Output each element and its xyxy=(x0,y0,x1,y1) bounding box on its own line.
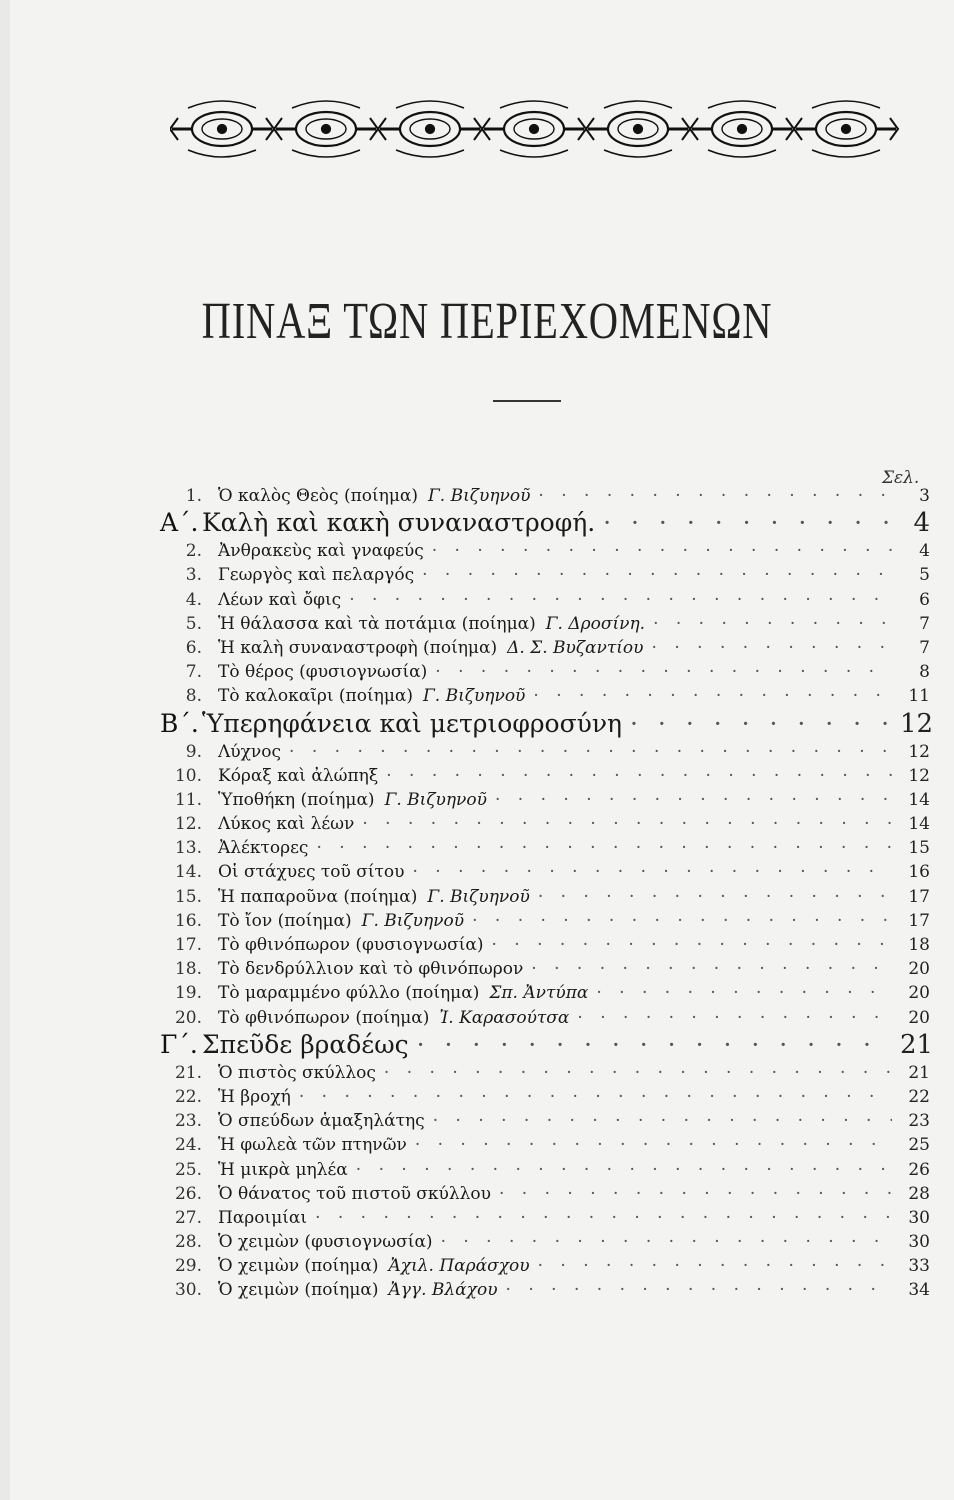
toc-entry xyxy=(160,1006,930,1030)
toc-leader-dots xyxy=(506,1278,892,1302)
toc-entry-number: 14. xyxy=(174,862,202,883)
toc-entry-number: Β΄. xyxy=(160,708,199,738)
toc-entry-author: Ἀγγ. Βλάχου xyxy=(388,1280,498,1301)
toc-entry xyxy=(160,612,930,636)
toc-entry-title: Τὸ καλοκαῖρι (ποίημα) xyxy=(218,686,413,707)
toc-entry-page: 12 xyxy=(900,708,934,739)
toc-entry-title: Λέων καὶ ὄφις xyxy=(218,589,342,610)
title-divider xyxy=(493,400,561,402)
toc-entry xyxy=(160,539,930,563)
toc-entry xyxy=(160,812,930,836)
toc-entry-number: 21. xyxy=(174,1062,202,1083)
toc-entry-number: 18. xyxy=(174,959,202,980)
toc-entry-title: Ὁ χειμὼν (φυσιογνωσία) xyxy=(218,1232,433,1253)
toc-entry-number: 9. xyxy=(185,741,202,762)
toc-entry-page: 21 xyxy=(900,1029,934,1060)
toc-entry-number: 20. xyxy=(174,1007,202,1028)
toc-entry xyxy=(160,740,930,764)
toc-leader-dots xyxy=(356,1158,892,1182)
toc-entry-page: 12 xyxy=(908,765,930,786)
toc-entry-page: 25 xyxy=(908,1135,930,1156)
toc-entry xyxy=(160,909,930,933)
toc-entry-number: 7. xyxy=(185,662,202,683)
toc-entry xyxy=(160,1133,930,1157)
toc-entry-author: Γ. Δροσίνη. xyxy=(545,613,646,634)
toc-entry xyxy=(160,981,930,1005)
toc-leader-dots xyxy=(386,764,892,788)
toc-entry-number: 16. xyxy=(174,910,202,931)
toc-entry-number: 25. xyxy=(174,1159,202,1180)
toc-leader-dots xyxy=(315,1206,892,1230)
toc-leader-dots xyxy=(433,1109,892,1133)
toc-entry-number: 29. xyxy=(174,1256,202,1277)
toc-entry-number: 22. xyxy=(174,1086,202,1107)
page-title: ΠΙΝΑΞ ΤΩΝ ΠΕΡΙΕΧΟΜΕΝΩΝ xyxy=(201,293,773,350)
toc-entry-author: Γ. Βιζυηνοῦ xyxy=(384,789,487,810)
toc-entry-title: Σπεῦδε βραδέως xyxy=(202,1029,409,1059)
decorative-border-ornament xyxy=(170,96,910,162)
toc-entry-page: 11 xyxy=(908,686,930,707)
toc-entry-title: Ἡ καλὴ συναναστροφὴ (ποίημα) xyxy=(218,637,498,658)
toc-entry-title: Τὸ μαραμμένο φύλλο (ποίημα) xyxy=(218,983,480,1004)
toc-leader-dots xyxy=(630,709,892,739)
toc-entry-page: 20 xyxy=(908,983,930,1004)
toc-entry-page: 30 xyxy=(908,1207,930,1228)
toc-entry-page: 15 xyxy=(908,838,930,859)
toc-entry-number: 6. xyxy=(185,637,202,658)
toc-entry-number: 8. xyxy=(185,686,202,707)
toc-entry-title: Οἱ στάχυες τοῦ σίτου xyxy=(218,862,405,883)
toc-entry-title: Λύκος καὶ λέων xyxy=(218,814,355,835)
toc-leader-dots xyxy=(349,588,892,612)
toc-leader-dots xyxy=(384,1061,892,1085)
toc-entry-number: 2. xyxy=(185,541,202,562)
toc-entry-number: Γ΄. xyxy=(160,1029,198,1059)
toc-entry-page: 16 xyxy=(908,862,930,883)
toc-entry-page: 20 xyxy=(908,959,930,980)
toc-entry-page: 18 xyxy=(908,935,930,955)
toc-entry xyxy=(160,1085,930,1109)
toc-entry-author: Δ. Σ. Βυζαντίου xyxy=(507,637,644,658)
toc-leader-dots xyxy=(299,1085,892,1109)
toc-entry-title: Κόραξ καὶ ἀλώπηξ xyxy=(218,765,379,786)
toc-entry-number: 17. xyxy=(174,935,202,955)
table-of-contents xyxy=(160,484,934,1303)
toc-leader-dots xyxy=(435,660,892,684)
toc-entry-title: Ἀλέκτορες xyxy=(218,838,309,859)
toc-entry-title: Ἡ μικρὰ μηλέα xyxy=(218,1159,348,1180)
toc-entry-title: Τὸ φθινόπωρον (ποίημα) xyxy=(218,1007,430,1028)
toc-entry-author: Γ. Βιζυηνοῦ xyxy=(427,886,530,907)
toc-entry xyxy=(160,1230,930,1254)
toc-entry-page: 3 xyxy=(919,486,930,506)
toc-entry xyxy=(160,660,930,684)
toc-entry-author: Γ. Βιζυηνοῦ xyxy=(361,910,465,931)
toc-entry-number: 11. xyxy=(174,789,202,810)
toc-entry-title: Καλὴ καὶ κακὴ συναναστροφή. xyxy=(202,508,596,538)
toc-leader-dots xyxy=(415,1133,892,1157)
page-column-label: Σελ. xyxy=(882,468,920,488)
toc-entry-page: 4 xyxy=(919,541,930,562)
toc-entry-page: 26 xyxy=(908,1159,930,1180)
toc-entry-page: 20 xyxy=(908,1007,930,1028)
toc-entry-number: 26. xyxy=(174,1183,202,1204)
toc-entry xyxy=(160,1278,930,1302)
toc-leader-dots xyxy=(495,788,892,812)
toc-entry-author: Σπ. Ἀντύπα xyxy=(489,983,589,1004)
toc-entry-number: 3. xyxy=(185,565,202,586)
toc-entry-page: 22 xyxy=(908,1086,930,1107)
toc-entry-number: 30. xyxy=(174,1280,202,1301)
toc-entry-title: Λύχνος xyxy=(218,741,282,762)
toc-leader-dots xyxy=(603,508,892,538)
toc-entry-title: Γεωργὸς καὶ πελαργός xyxy=(218,565,415,586)
toc-entry-title: Παροιμίαι xyxy=(218,1207,308,1228)
toc-entry xyxy=(160,860,930,884)
toc-entry-title: Ἡ βροχή xyxy=(218,1086,291,1107)
toc-entry-number: 15. xyxy=(174,886,202,907)
toc-entry xyxy=(160,1254,930,1278)
toc-entry-number: 27. xyxy=(174,1207,202,1228)
toc-leader-dots xyxy=(491,933,892,957)
toc-entry xyxy=(160,1182,930,1206)
toc-entry xyxy=(160,764,930,788)
toc-entry-author: Γ. Βιζυηνοῦ xyxy=(422,686,526,707)
toc-entry-title: Ὁ σπεύδων ἁμαξηλάτης xyxy=(218,1111,425,1132)
toc-leader-dots xyxy=(531,957,892,981)
toc-leader-dots xyxy=(289,740,892,764)
toc-entry xyxy=(160,957,930,981)
toc-entry-page: 14 xyxy=(908,789,930,810)
toc-entry-number: 13. xyxy=(174,838,202,859)
toc-entry xyxy=(160,1206,930,1230)
toc-entry-page: 4 xyxy=(913,508,930,539)
toc-leader-dots xyxy=(538,1254,892,1278)
toc-entry-number: 5. xyxy=(185,613,202,634)
toc-entry-title: Ὁ πιστὸς σκύλλος xyxy=(218,1062,376,1083)
toc-entry-page: 33 xyxy=(908,1256,930,1277)
toc-entry-page: 14 xyxy=(908,814,930,835)
toc-entry-title: Τὸ θέρος (φυσιογνωσία) xyxy=(218,662,428,683)
toc-entry-title: Τὸ δενδρύλλιον καὶ τὸ φθινόπωρον xyxy=(218,959,524,980)
toc-entry-author: Ἰ. Καρασούτσα xyxy=(439,1007,570,1028)
toc-entry xyxy=(160,1061,930,1085)
toc-entry-page: 8 xyxy=(919,662,930,683)
toc-entry-author: Γ. Βιζυηνοῦ xyxy=(428,486,531,506)
toc-leader-dots xyxy=(577,1006,892,1030)
toc-leader-dots xyxy=(472,909,892,933)
toc-entry xyxy=(160,636,930,660)
toc-leader-dots xyxy=(441,1230,892,1254)
toc-entry-title: Ὁ χειμὼν (ποίημα) xyxy=(218,1280,379,1301)
toc-entry xyxy=(160,1158,930,1182)
toc-leader-dots xyxy=(413,860,893,884)
toc-section-heading xyxy=(160,1029,934,1061)
toc-entry-title: Ὑπερηφάνεια καὶ μετριοφροσύνη xyxy=(202,708,623,738)
toc-entry-page: 12 xyxy=(908,741,930,762)
toc-entry-number: 24. xyxy=(174,1135,202,1156)
toc-entry-page: 21 xyxy=(908,1062,930,1083)
toc-entry-page: 7 xyxy=(919,613,930,634)
toc-entry xyxy=(160,885,930,909)
toc-section-heading xyxy=(160,708,934,740)
toc-entry-title: Ὁ θάνατος τοῦ πιστοῦ σκύλλου xyxy=(218,1183,491,1204)
toc-entry-page: 6 xyxy=(919,589,930,610)
toc-entry-number: 10. xyxy=(174,765,202,786)
toc-entry-page: 28 xyxy=(908,1183,930,1204)
toc-leader-dots xyxy=(422,563,892,587)
toc-leader-dots xyxy=(596,981,892,1005)
toc-entry-title: Ὑποθήκη (ποίημα) xyxy=(218,789,375,810)
toc-entry-page: 34 xyxy=(908,1280,930,1301)
toc-entry-title: Ὁ καλὸς Θεὸς (ποίημα) xyxy=(218,486,419,506)
toc-entry-number: 4. xyxy=(185,589,202,610)
toc-entry xyxy=(160,684,930,708)
toc-entry xyxy=(160,484,930,508)
toc-entry-number: 28. xyxy=(174,1232,202,1253)
toc-leader-dots xyxy=(538,885,892,909)
toc-leader-dots xyxy=(316,836,892,860)
toc-entry-number: Α΄. xyxy=(160,508,199,538)
toc-entry-number: 1. xyxy=(185,486,202,506)
toc-entry xyxy=(160,563,930,587)
toc-leader-dots xyxy=(432,539,892,563)
toc-entry-title: Τὸ ἴον (ποίημα) xyxy=(218,910,352,931)
toc-entry-page: 5 xyxy=(919,565,930,586)
toc-entry xyxy=(160,933,930,957)
toc-entry-number: 12. xyxy=(174,814,202,835)
toc-entry-title: Ὁ χειμὼν (ποίημα) xyxy=(218,1256,379,1277)
toc-entry-page: 23 xyxy=(908,1111,930,1132)
toc-section-heading xyxy=(160,508,930,539)
toc-leader-dots xyxy=(533,684,892,708)
toc-entry-page: 30 xyxy=(908,1232,930,1253)
toc-entry xyxy=(160,788,930,812)
toc-entry-title: Ἀνθρακεὺς καὶ γναφεύς xyxy=(218,541,424,562)
toc-leader-dots xyxy=(652,636,892,660)
toc-entry xyxy=(160,588,930,612)
toc-leader-dots xyxy=(538,484,892,508)
toc-entry-author: Ἀχιλ. Παράσχου xyxy=(388,1256,530,1277)
toc-entry xyxy=(160,836,930,860)
toc-leader-dots xyxy=(653,612,892,636)
toc-entry-title: Ἡ φωλεὰ τῶν πτηνῶν xyxy=(218,1135,407,1156)
toc-leader-dots xyxy=(499,1182,892,1206)
toc-leader-dots xyxy=(417,1030,892,1060)
toc-entry-page: 7 xyxy=(919,637,930,658)
toc-entry-number: 23. xyxy=(174,1111,202,1132)
toc-entry-title: Τὸ φθινόπωρον (φυσιογνωσία) xyxy=(218,935,484,955)
toc-leader-dots xyxy=(362,812,892,836)
toc-entry-title: Ἡ παπαροῦνα (ποίημα) xyxy=(218,886,418,907)
toc-entry-title: Ἡ θάλασσα καὶ τὰ ποτάμια (ποίημα) xyxy=(218,613,536,634)
toc-entry-number: 19. xyxy=(174,983,202,1004)
toc-entry xyxy=(160,1109,930,1133)
toc-entry-page: 17 xyxy=(908,886,930,907)
toc-entry-page: 17 xyxy=(908,910,930,931)
